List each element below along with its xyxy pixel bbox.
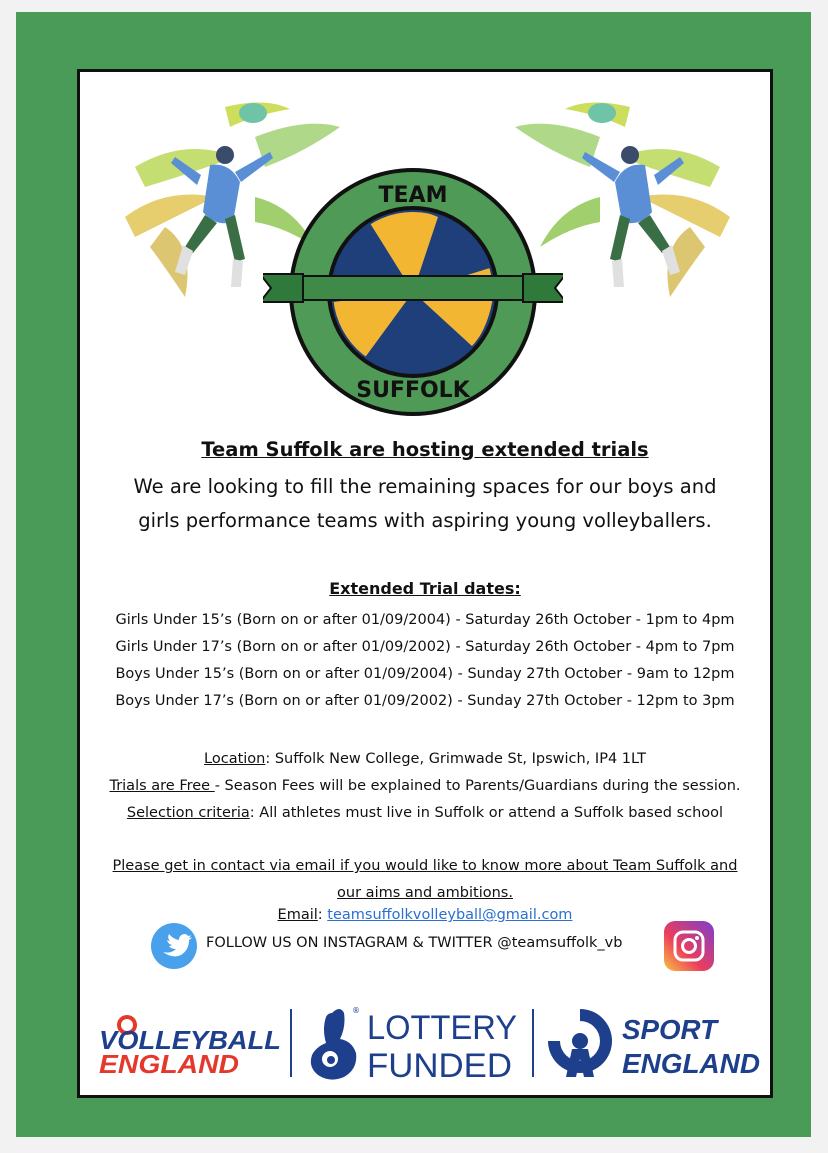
lottery-funded-logo [365,1005,525,1085]
sport-england-logo [620,1009,765,1079]
lottery-crossed-fingers-icon [300,1003,366,1083]
email-link[interactable]: teamsuffolkvolleyball@gmail.com [327,907,573,923]
green-frame [16,12,811,1137]
email-label: Email [277,907,318,923]
trial-date-line: Boys Under 15’s (Born on or after 01/09/2004) - Sunday 27th October - 9am to 12pm [115,666,735,682]
follow-text: FOLLOW US ON INSTAGRAM & TWITTER @teamsuffolk_vb [206,935,623,951]
contact-text: Please get in contact via email if you would like to know more about Team Suffolk and our aims and ambitions. [112,858,738,901]
lottery-line2: FUNDED [367,1047,512,1085]
volleyball-england-line1: VOLLEYBALL [99,1025,281,1055]
email-separator: : [317,907,328,923]
trial-info [80,746,770,827]
location-label: Location [204,751,266,767]
trial-dates-list [80,607,770,715]
free-label: Trials are Free [109,778,215,794]
sport-england-line2: ENGLAND [622,1048,760,1079]
lottery-line1: LOTTERY [367,1009,517,1047]
sponsor-divider [532,1009,534,1077]
sponsor-divider [290,1009,292,1077]
sponsor-logos [80,997,770,1087]
team-suffolk-logo [263,162,563,422]
sport-england-line1: SPORT [622,1014,720,1045]
trial-date-line: Girls Under 17’s (Born on or after 01/09/2002) - Saturday 26th October - 4pm to 7pm [115,639,735,655]
trial-date-line: Boys Under 17’s (Born on or after 01/09/2002) - Sunday 27th October - 12pm to 3pm [115,693,735,709]
intro-text: We are looking to fill the remaining spaces for our boys and girls performance teams with aspiring young volleyballers. [133,475,717,532]
poster [77,69,773,1098]
logo-top-text: TEAM [378,183,448,208]
trial-dates-heading: Extended Trial dates: [329,579,521,598]
twitter-icon[interactable] [151,923,197,969]
headline: Team Suffolk are hosting extended trials [201,438,649,461]
location-text: : Suffolk New College, Grimwade St, Ipswich, IP4 1LT [265,751,646,767]
free-text: - Season Fees will be explained to Parents/Guardians during the session. [214,778,741,794]
location-line [80,746,770,773]
criteria-text: : All athletes must live in Suffolk or attend a Suffolk based school [249,805,724,821]
svg-text:®: ® [352,1006,360,1015]
instagram-icon[interactable] [664,921,714,971]
volleyball-england-logo [95,1005,285,1075]
free-line [80,773,770,800]
trial-date-line: Girls Under 15’s (Born on or after 01/09/2004) - Saturday 26th October - 1pm to 4pm [115,612,735,628]
logo-bottom-text: SUFFOLK [356,378,470,403]
sport-england-emblem-icon [546,1007,614,1079]
criteria-line [80,800,770,827]
criteria-label: Selection criteria [126,805,250,821]
volleyball-england-line2: ENGLAND [99,1049,240,1075]
